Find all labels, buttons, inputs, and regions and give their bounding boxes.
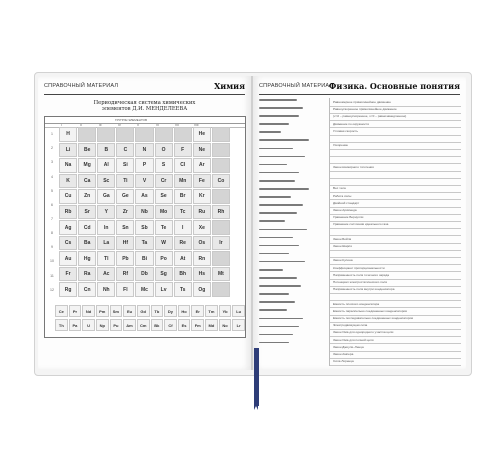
element-cell: I <box>174 220 192 235</box>
formula-stroke <box>259 115 299 117</box>
formula-stroke <box>259 293 289 295</box>
element-cell <box>212 251 230 266</box>
formula-stroke <box>259 212 297 214</box>
formula-line <box>259 203 327 207</box>
lanthanide-cell: Yb <box>219 305 232 317</box>
element-cell: Sb <box>135 220 153 235</box>
group-numeral: III <box>99 123 102 127</box>
formula-line <box>259 333 327 337</box>
definition-text: Равноускоренное прямолинейное движение <box>333 107 397 112</box>
actinide-cell: Th <box>55 319 68 331</box>
definition-row <box>330 357 461 366</box>
element-cell: Kr <box>193 189 211 204</box>
element-cell: Nh <box>97 282 115 297</box>
element-cell: Co <box>212 174 230 189</box>
element-cell: Rg <box>59 282 77 297</box>
definition-text: Закон Ома для однородного участка цепи <box>333 330 394 335</box>
formula-line <box>259 268 327 272</box>
definition-text: Емкость плоского конденсатора <box>333 301 380 306</box>
lanthanide-cell: Ho <box>178 305 191 317</box>
formula-line <box>259 130 327 134</box>
formula-stroke <box>259 285 301 287</box>
actinide-cell: Md <box>205 319 218 331</box>
element-cell: Hf <box>116 236 134 251</box>
definition-text: Движение по окружности <box>333 121 370 126</box>
element-cell: Mc <box>135 282 153 297</box>
definition-text: Закон Архимеда <box>333 208 357 212</box>
formula-line <box>259 292 327 296</box>
formula-stroke <box>259 164 287 166</box>
formula-line <box>259 341 327 345</box>
formula-line <box>259 163 327 167</box>
group-numeral: VIII <box>194 123 199 127</box>
actinide-cell: Lr <box>232 319 245 331</box>
formula-line <box>259 138 327 142</box>
right-header-subject: Физика. Основные понятия <box>328 81 460 91</box>
element-cell: Se <box>155 189 173 204</box>
element-cell: Zr <box>116 205 134 220</box>
element-cell: Fe <box>193 174 211 189</box>
element-cell: Cl <box>174 158 192 173</box>
element-cell: K <box>59 174 77 189</box>
element-cell: Te <box>155 220 173 235</box>
element-cell: Rb <box>59 205 77 220</box>
formula-column <box>259 98 327 366</box>
definition-text: Закон Ампера <box>333 352 354 356</box>
formula-stroke <box>259 229 307 231</box>
element-cell: Ac <box>97 267 115 282</box>
formula-line <box>259 252 327 256</box>
actinide-cell: Es <box>178 319 191 331</box>
formula-stroke <box>259 334 293 336</box>
element-cell: Rn <box>193 251 211 266</box>
lanthanide-cell: Pm <box>96 305 109 317</box>
element-cell: He <box>193 127 211 142</box>
element-cell: Ts <box>174 282 192 297</box>
formula-line <box>259 244 327 248</box>
lanthanide-cell: Eu <box>123 305 136 317</box>
group-numeral: II <box>80 123 82 127</box>
actinide-cell: Cm <box>137 319 150 331</box>
bookmark-ribbon[interactable] <box>254 348 259 406</box>
element-cell: Cd <box>78 220 96 235</box>
element-cell <box>212 127 230 142</box>
formula-stroke <box>259 196 291 198</box>
element-cell: Ca <box>78 174 96 189</box>
formula-line <box>259 219 327 223</box>
element-cell <box>116 127 134 142</box>
definitions-column <box>329 98 461 366</box>
element-cell: Og <box>193 282 211 297</box>
element-cell: Bh <box>174 267 192 282</box>
formula-line <box>259 325 327 329</box>
definition-text: Ускорение <box>333 143 349 148</box>
definition-text: Вес тела <box>333 186 346 191</box>
actinide-cell: Bk <box>151 319 164 331</box>
actinide-cell: Pa <box>69 319 82 331</box>
element-cell: La <box>97 236 115 251</box>
element-cell: Hs <box>193 267 211 282</box>
formula-stroke <box>259 220 285 222</box>
group-numeral: VI <box>156 123 159 127</box>
formula-stroke <box>259 131 281 133</box>
formula-stroke <box>259 188 309 190</box>
lanthanide-cell: Er <box>191 305 204 317</box>
actinide-cell: U <box>82 319 95 331</box>
formula-stroke <box>259 139 309 141</box>
period-number: 11 <box>50 273 54 278</box>
element-cell: Si <box>116 158 134 173</box>
element-cell: Lv <box>155 282 173 297</box>
right-page <box>253 76 466 370</box>
element-cell: Ra <box>78 267 96 282</box>
formula-line <box>259 106 327 110</box>
element-cell: Mg <box>78 158 96 173</box>
element-cell: Tc <box>174 205 192 220</box>
right-page-header <box>259 82 460 95</box>
element-cell <box>135 127 153 142</box>
element-grid <box>59 127 230 297</box>
element-cell <box>78 127 96 142</box>
element-cell: Ta <box>135 236 153 251</box>
definition-text: Коэффициент пропорциональности <box>333 265 385 270</box>
periodic-table-title <box>38 100 251 112</box>
left-header-subject: Химия <box>214 81 245 91</box>
formula-stroke <box>259 237 293 239</box>
lanthanide-cell: Ce <box>55 305 68 317</box>
period-number: 7 <box>51 217 53 222</box>
period-number: 5 <box>51 188 53 193</box>
element-cell: Sc <box>97 174 115 189</box>
periodic-table-title-line1: Периодическая система химических <box>93 100 196 106</box>
element-cell: Mo <box>155 205 173 220</box>
element-cell: H <box>59 127 77 142</box>
element-cell: Sn <box>116 220 134 235</box>
formula-stroke <box>259 156 305 158</box>
formula-line <box>259 300 327 304</box>
formula-line <box>259 260 327 264</box>
formula-stroke <box>259 277 297 279</box>
element-cell: Y <box>97 205 115 220</box>
formula-stroke <box>259 301 295 303</box>
element-cell: Be <box>78 143 96 158</box>
formula-line <box>259 276 327 280</box>
period-number: 6 <box>51 202 53 207</box>
element-cell <box>212 189 230 204</box>
element-cell: Pb <box>116 251 134 266</box>
element-cell: Fr <box>59 267 77 282</box>
element-cell: V <box>135 174 153 189</box>
definition-text: Напряженность поля внутри конденсатора <box>333 287 395 292</box>
element-cell: Cn <box>78 282 96 297</box>
formula-stroke <box>259 318 303 320</box>
definition-text: Электродвижущая сила <box>333 323 368 328</box>
formula-stroke <box>259 261 305 263</box>
lanthanide-cell: Dy <box>164 305 177 317</box>
element-cell: B <box>97 143 115 158</box>
element-cell: Nb <box>135 205 153 220</box>
definition-text: Уравнение состояния идеального газа <box>333 222 389 227</box>
formula-line <box>259 284 327 288</box>
period-number: 1 <box>51 132 53 137</box>
formula-stroke <box>259 309 287 311</box>
period-number: 3 <box>51 160 53 165</box>
formula-stroke <box>259 245 299 247</box>
element-cell: Po <box>155 251 173 266</box>
actinide-cell: Np <box>96 319 109 331</box>
formula-stroke <box>259 253 289 255</box>
formula-line <box>259 155 327 159</box>
element-cell <box>212 282 230 297</box>
lanthanide-cell: Lu <box>232 305 245 317</box>
definition-text: Равномерное прямолинейное движение <box>333 100 391 104</box>
group-numeral: VII <box>175 123 179 127</box>
element-cell: In <box>97 220 115 235</box>
element-cell: Ru <box>193 205 211 220</box>
period-number: 12 <box>50 287 54 292</box>
element-cell <box>212 158 230 173</box>
definition-text: Емкость параллельно соединенных конденсаторов <box>333 308 407 313</box>
element-cell <box>155 127 173 142</box>
period-number: 9 <box>51 245 53 250</box>
formula-line <box>259 147 327 151</box>
actinide-cell: No <box>219 319 232 331</box>
element-cell: Au <box>59 251 77 266</box>
formula-line <box>259 187 327 191</box>
period-number: 10 <box>50 259 54 264</box>
formula-stroke <box>259 172 299 174</box>
element-cell: S <box>155 158 173 173</box>
element-cell: Ga <box>97 189 115 204</box>
group-numeral: V <box>137 123 140 127</box>
actinide-cell: Am <box>123 319 136 331</box>
formula-stroke <box>259 180 295 182</box>
definition-text: Закон Кулона <box>333 258 353 263</box>
element-cell: Os <box>193 236 211 251</box>
definition-text: Закон Ома для полной цепи <box>333 337 374 342</box>
period-number: 2 <box>51 146 53 151</box>
definition-text: Сила Лоренца <box>333 359 354 364</box>
formula-stroke <box>259 342 289 344</box>
formula-stroke <box>259 204 303 206</box>
element-cell: Rh <box>212 205 230 220</box>
element-cell: N <box>135 143 153 158</box>
definition-text: Угловая скорость <box>333 128 358 133</box>
actinide-cell: Cf <box>164 319 177 331</box>
definition-text: (v>0 – равноускоренное, v<0 – равнозамедленное) <box>333 114 407 119</box>
group-numeral: IV <box>118 123 121 127</box>
lanthanide-cell: Sm <box>110 305 123 317</box>
element-cell <box>212 220 230 235</box>
formula-line <box>259 228 327 232</box>
formula-stroke <box>259 123 289 125</box>
actinide-row <box>55 319 245 331</box>
actinide-cell: Pu <box>110 319 123 331</box>
element-cell <box>174 127 192 142</box>
definition-text: Закон всемирного тяготения <box>333 164 374 169</box>
element-cell: Hg <box>78 251 96 266</box>
lanthanide-cell: Tb <box>151 305 164 317</box>
definition-text: Двойной стандарт <box>333 200 360 205</box>
definition-text: Потенциал электростатического поля <box>333 280 388 284</box>
periodic-table <box>44 116 246 338</box>
period-number: 4 <box>51 174 53 179</box>
definition-text: Уравнение Бернулли <box>333 215 364 220</box>
formula-stroke <box>259 148 293 150</box>
formula-line <box>259 236 327 240</box>
element-cell: Cs <box>59 236 77 251</box>
formula-line <box>259 195 327 199</box>
element-cell: C <box>116 143 134 158</box>
lanthanide-cell: Pr <box>69 305 82 317</box>
formula-stroke <box>259 107 303 109</box>
element-cell: Ne <box>193 143 211 158</box>
element-cell: Zn <box>78 189 96 204</box>
formula-line <box>259 122 327 126</box>
left-page <box>38 76 251 370</box>
element-cell: Xe <box>193 220 211 235</box>
element-cell: Mt <box>212 267 230 282</box>
formula-line <box>259 211 327 215</box>
element-cell: Ti <box>116 174 134 189</box>
element-cell: Sr <box>78 205 96 220</box>
lanthanide-row <box>55 305 245 317</box>
element-cell: Db <box>135 267 153 282</box>
formula-stroke <box>259 99 297 101</box>
element-cell: Br <box>174 189 192 204</box>
element-cell: Ge <box>116 189 134 204</box>
element-cell: W <box>155 236 173 251</box>
left-page-header <box>44 82 245 95</box>
formula-stroke <box>259 269 283 271</box>
formula-line <box>259 171 327 175</box>
periodic-table-title-line2: элементов Д.И. МЕНДЕЛЕЕВА <box>101 106 188 113</box>
element-cell: F <box>174 143 192 158</box>
right-header-label: СПРАВОЧНЫЙ МАТЕРИАЛ <box>259 83 334 89</box>
period-number: 8 <box>51 231 53 236</box>
element-cell: Ba <box>78 236 96 251</box>
definition-text: Работа силы <box>333 193 352 198</box>
element-cell: Bi <box>135 251 153 266</box>
group-header: ГРУППЫ ЭЛЕМЕНТОВ <box>115 118 147 122</box>
element-cell: Cu <box>59 189 77 204</box>
formula-line <box>259 98 327 102</box>
definition-text: Емкость последовательно соединенных конденсаторов <box>333 316 414 320</box>
definition-text: Закон Бойля <box>333 236 352 241</box>
element-cell: Cr <box>155 174 173 189</box>
period-column <box>47 127 57 297</box>
element-cell: Al <box>97 158 115 173</box>
element-cell <box>212 143 230 158</box>
lanthanide-cell: Nd <box>82 305 95 317</box>
formula-stroke <box>259 326 299 328</box>
formula-line <box>259 308 327 312</box>
group-numeral: I <box>61 123 62 127</box>
definition-text: Напряженность поля точечного заряда <box>333 272 389 277</box>
definition-text: Закон Джоуля–Ленца <box>333 344 364 349</box>
element-cell: Rf <box>116 267 134 282</box>
element-cell: Ar <box>193 158 211 173</box>
element-cell: As <box>135 189 153 204</box>
element-cell: Mn <box>174 174 192 189</box>
element-cell <box>97 127 115 142</box>
formula-line <box>259 179 327 183</box>
lanthanide-cell: Gd <box>137 305 150 317</box>
formula-line <box>259 114 327 118</box>
element-cell: Li <box>59 143 77 158</box>
lanthanide-cell: Tm <box>205 305 218 317</box>
left-header-label: СПРАВОЧНЫЙ МАТЕРИАЛ <box>44 83 119 89</box>
actinide-cell: Fm <box>191 319 204 331</box>
element-cell: Re <box>174 236 192 251</box>
element-cell: At <box>174 251 192 266</box>
element-cell: Na <box>59 158 77 173</box>
element-cell: Tl <box>97 251 115 266</box>
element-cell: O <box>155 143 173 158</box>
formula-line <box>259 317 327 321</box>
element-cell: Ag <box>59 220 77 235</box>
element-cell: Sg <box>155 267 173 282</box>
element-cell: Ir <box>212 236 230 251</box>
element-cell: P <box>135 158 153 173</box>
definition-text: Закон Шарля <box>333 244 352 248</box>
element-cell: Fl <box>116 282 134 297</box>
